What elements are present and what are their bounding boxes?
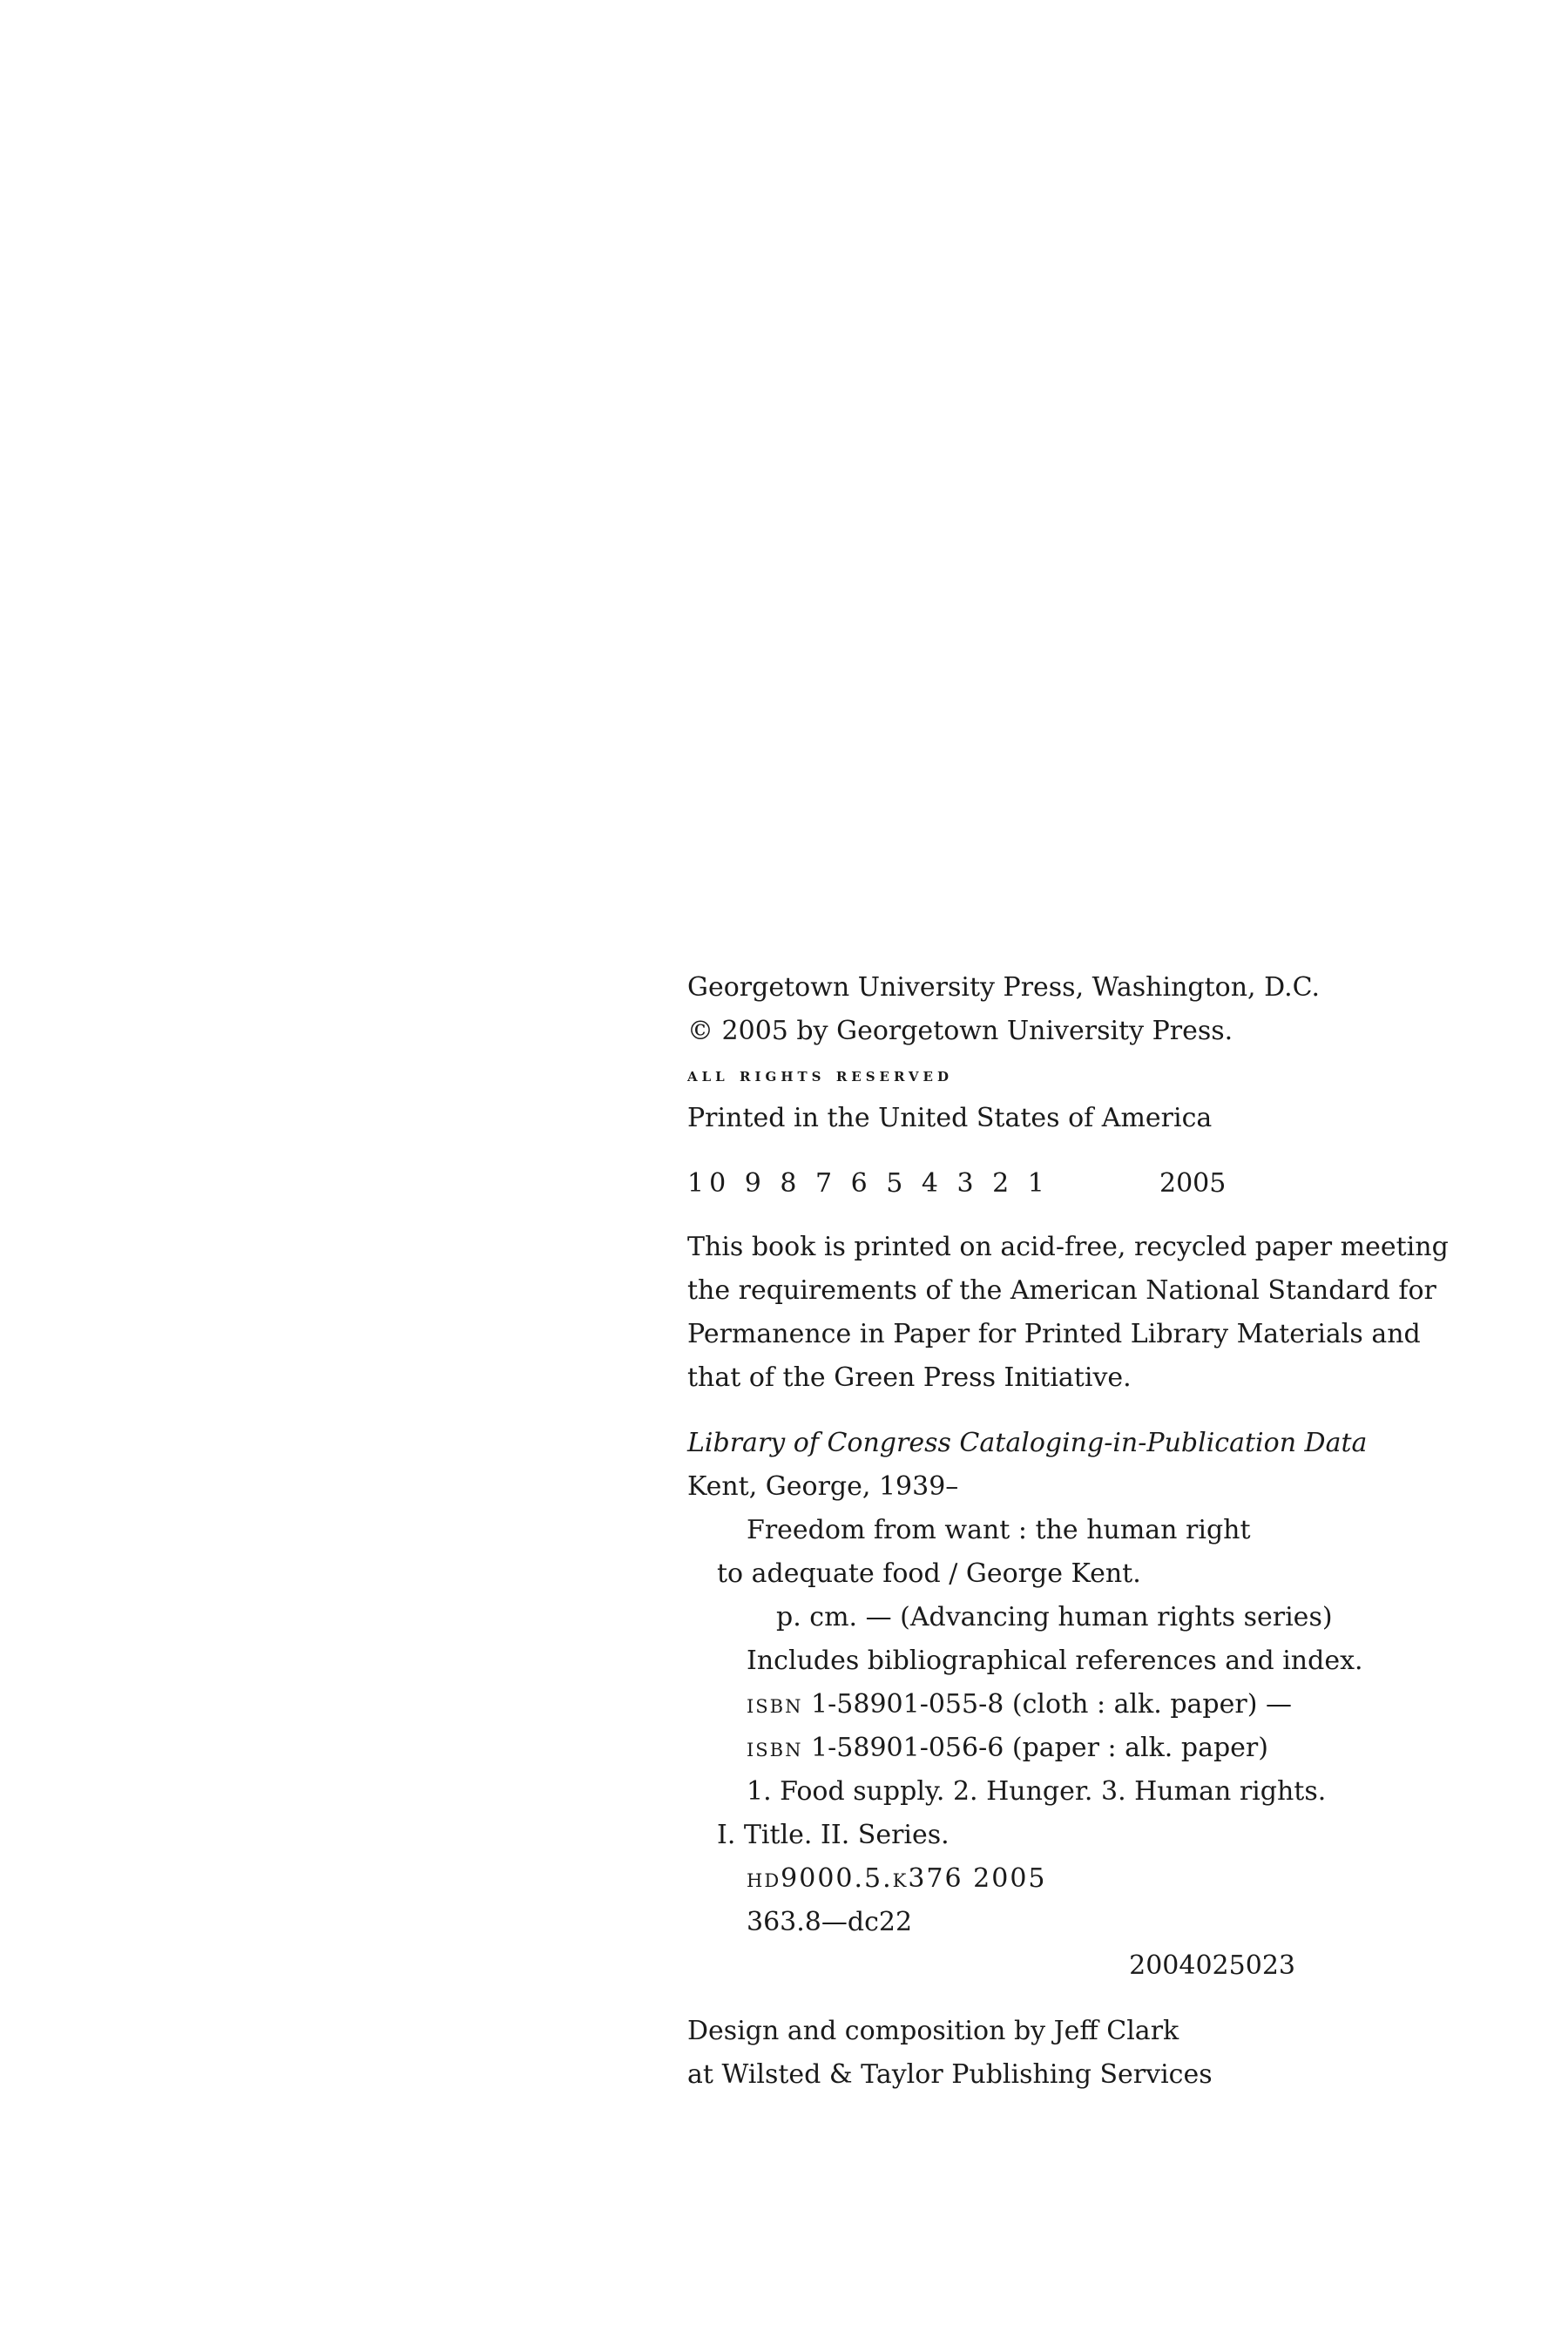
cip-block: [687, 1422, 1471, 1988]
cip-physical-description: p. cm. — (Advancing human rights series): [776, 1602, 1333, 1632]
paper-notice-line: that of the Green Press Initiative.: [687, 1362, 1132, 1393]
printer-key-line: [687, 1162, 1471, 1206]
printed-in-line: Printed in the United States of America: [687, 1103, 1213, 1133]
publisher-block: [687, 966, 1471, 1140]
isbn-value: 1-58901-055-8 (cloth : alk. paper) —: [811, 1689, 1292, 1720]
paper-notice-line: Permanence in Paper for Printed Library Materials and: [687, 1319, 1421, 1349]
isbn-label: isbn: [747, 1689, 803, 1720]
printer-key-numbers: 10 9 8 7 6 5 4 3 2 1: [687, 1168, 1050, 1199]
cip-lccn: 2004025023: [1129, 1950, 1295, 1981]
cip-notes: Includes bibliographical references and index.: [747, 1646, 1363, 1676]
cip-series: I. Title. II. Series.: [717, 1820, 950, 1850]
design-credit: Design and composition by Jeff Clark: [687, 2016, 1179, 2046]
cip-title-line: to adequate food / George Kent.: [717, 1558, 1141, 1589]
cip-isbn-cloth: [687, 1683, 1471, 1727]
cip-subjects: 1. Food supply. 2. Hunger. 3. Human rights.: [747, 1776, 1327, 1807]
publisher-line: Georgetown University Press, Washington, D.C.: [687, 972, 1321, 1003]
cip-isbn-paper: [687, 1727, 1471, 1770]
cip-dewey: 363.8—dc22: [747, 1907, 913, 1937]
services-credit: at Wilsted & Taylor Publishing Services: [687, 2059, 1213, 2090]
credits-block: [687, 2010, 1471, 2097]
cip-title-line: Freedom from want : the human right: [747, 1515, 1251, 1545]
print-line-block: [687, 1162, 1471, 1206]
rights-reserved: all rights reserved: [687, 1064, 953, 1085]
printing-year: 2005: [1159, 1168, 1227, 1199]
paper-notice-line: This book is printed on acid-free, recycled paper meeting: [687, 1232, 1449, 1262]
cip-heading: Library of Congress Cataloging-in-Publication Data: [687, 1428, 1368, 1458]
paper-notice-block: [687, 1226, 1471, 1400]
isbn-label: isbn: [747, 1733, 803, 1763]
copyright-line: © 2005 by Georgetown University Press.: [687, 1016, 1233, 1046]
cip-author: Kent, George, 1939–: [687, 1471, 959, 1502]
paper-notice-line: the requirements of the American National Standard for: [687, 1275, 1436, 1306]
cip-lc-class: hd9000.5.k376 2005: [747, 1863, 1047, 1894]
isbn-value: 1-58901-056-6 (paper : alk. paper): [811, 1733, 1268, 1763]
